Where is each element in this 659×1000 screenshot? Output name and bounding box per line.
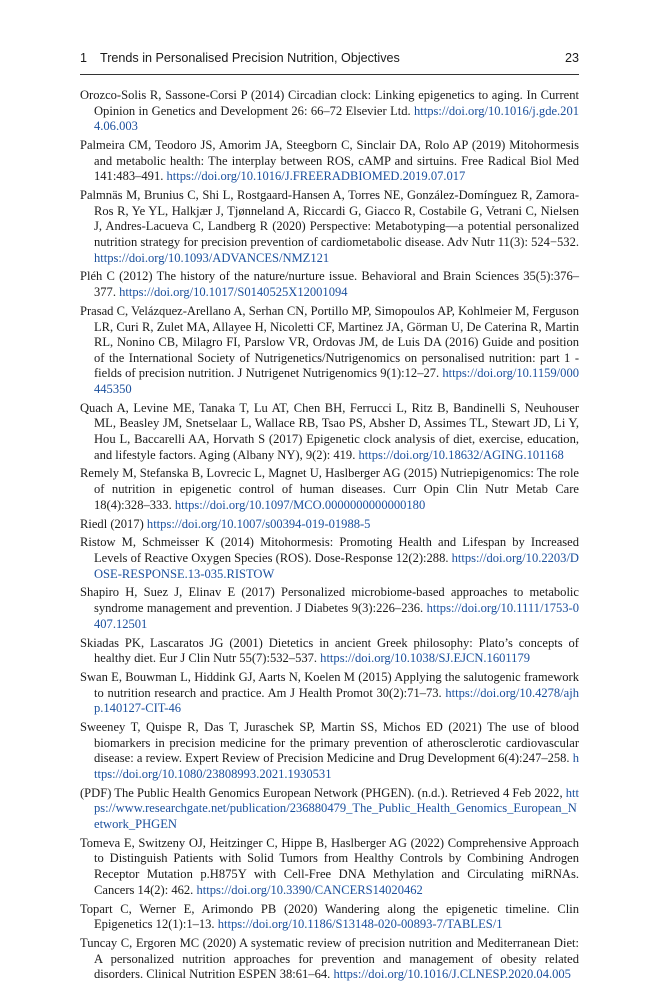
header-rule bbox=[80, 74, 579, 75]
reference-text: Quach A, Levine ME, Tanaka T, Lu AT, Chen BH, Ferrucci L, Ritz B, Bandinelli S, Neuhouser ML, Beasley JM, Snetselaar L, Wallace RB, Tsao PS, Absher D, Assimes TL, Stewart JD, Li Y, Hou L, Baccarelli AA, Horvath S (2017) Epigenetic clock analysis of diet, exercise, education, and lifestyle factors. Aging (Albany NY), 9(2): 419. bbox=[80, 400, 579, 462]
doi-link[interactable]: https://doi.org/10.1159/000445350 bbox=[94, 366, 579, 396]
reference-entry bbox=[80, 936, 579, 983]
reference-entry bbox=[80, 401, 579, 463]
reference-entry bbox=[80, 720, 579, 782]
reference-entry bbox=[80, 517, 579, 533]
reference-entry bbox=[80, 88, 579, 135]
reference-entry bbox=[80, 188, 579, 266]
doi-link[interactable]: https://doi.org/10.1016/j.gde.2014.06.003 bbox=[94, 103, 579, 134]
doi-link[interactable]: https://doi.org/10.1186/S13148-020-00893-7/TABLES/1 bbox=[217, 917, 503, 932]
doi-link[interactable]: https://doi.org/10.1038/SJ.EJCN.1601179 bbox=[320, 651, 531, 666]
reference-text: Tuncay C, Ergoren MC (2020) A systematic review of precision nutrition and Mediterranean Diet: A personalized nutrition approaches for prevention and management of obesity related disorders. Clinical Nutrition ESPEN 38:61–64. bbox=[80, 936, 579, 982]
reference-entry bbox=[80, 670, 579, 717]
reference-entry bbox=[80, 902, 579, 933]
reference-text: Orozco-Solis R, Sassone-Corsi P (2014) Circadian clock: Linking epigenetics to aging. In Current Opinion in Genetics and Development 26: 66–72 Elsevier Ltd. bbox=[80, 88, 579, 118]
doi-link[interactable]: https://doi.org/10.1093/ADVANCES/NMZ121 bbox=[94, 250, 330, 265]
doi-link[interactable]: https://www.researchgate.net/publication/236880479_The_Public_Health_Genomics_European_Network_PHGEN bbox=[94, 785, 579, 831]
reference-entry bbox=[80, 535, 579, 582]
reference-text: Sweeney T, Quispe R, Das T, Juraschek SP, Martin SS, Michos ED (2021) The use of blood biomarkers in precision medicine for the primary prevention of atherosclerotic cardiovascular disease: a review. Expert Review of Precision Medicine and Drug Development 6(4):247–258. bbox=[80, 720, 579, 766]
doi-link[interactable]: https://doi.org/10.1016/J.FREERADBIOMED.2019.07.017 bbox=[166, 169, 466, 184]
doi-link[interactable]: https://doi.org/10.4278/ajhp.140127-CIT-46 bbox=[94, 685, 579, 716]
doi-link[interactable]: https://doi.org/10.1080/23808993.2021.1930531 bbox=[94, 751, 579, 781]
reference-text: Topart C, Werner E, Arimondo PB (2020) Wandering along the epigenetic timeline. Clin Epigenetics 12(1):1–13. bbox=[80, 901, 579, 932]
reference-text: Skiadas PK, Lascaratos JG (2001) Dietetics in ancient Greek philosophy: Plato’s concepts of healthy diet. Eur J Clin Nutr 55(7):532–537. bbox=[80, 635, 579, 666]
reference-text: Palmnäs M, Brunius C, Shi L, Rostgaard-Hansen A, Torres NE, González-Domínguez R, Zamora-Ros R, Ye YL, Halkjær J, Tjønneland A, Riccardi G, Giacco R, Costabile G, Vetrani C, Nielsen J, Andres-Lacueva C, Landberg R (2020) Perspective: Metabotyping—a potential personalized nutrition strategy for precision prevention of cardiometabolic disease. Adv Nutr 11(3): 524−532. bbox=[80, 188, 579, 249]
doi-link[interactable]: https://doi.org/10.1097/MCO.0000000000000180 bbox=[174, 497, 426, 512]
reference-entry bbox=[80, 786, 579, 833]
reference-text: Swan E, Bouwman L, Hiddink GJ, Aarts N, Koelen M (2015) Applying the salutogenic framework to nutrition research and practice. Am J Health Promot 30(2):71–73. bbox=[80, 670, 579, 700]
reference-entry bbox=[80, 636, 579, 667]
reference-entry bbox=[80, 836, 579, 898]
doi-link[interactable]: https://doi.org/10.3390/CANCERS14020462 bbox=[196, 882, 423, 897]
reference-entry bbox=[80, 466, 579, 513]
doi-link[interactable]: https://doi.org/10.18632/AGING.101168 bbox=[358, 447, 564, 462]
reference-entry bbox=[80, 138, 579, 185]
reference-text: Ristow M, Schmeisser K (2014) Mitohormesis: Promoting Health and Lifespan by Increased Levels of Reactive Oxygen Species (ROS). Dose-Response 12(2):288. bbox=[80, 535, 579, 565]
doi-link[interactable]: https://doi.org/10.2203/DOSE-RESPONSE.13-035.RISTOW bbox=[94, 551, 579, 581]
reference-text: Pléh C (2012) The history of the nature/nurture issue. Behavioral and Brain Sciences 35(5):376–377. bbox=[80, 269, 579, 300]
reference-text: Remely M, Stefanska B, Lovrecic L, Magnet U, Haslberger AG (2015) Nutriepigenomics: The role of nutrition in epigenetic control of human diseases. Curr Opin Clin Nutr Metab Care 18(4):328–333. bbox=[80, 466, 579, 512]
reference-entry bbox=[80, 269, 579, 300]
reference-text: Palmeira CM, Teodoro JS, Amorim JA, Steegborn C, Sinclair DA, Rolo AP (2019) Mitohormesis and metabolic health: The interplay between ROS, cAMP and sirtuins. Free Radical Biol Med 141:483–491. bbox=[80, 138, 579, 184]
reference-list bbox=[80, 88, 579, 986]
running-head bbox=[80, 51, 579, 69]
doi-link[interactable]: https://doi.org/10.1016/J.CLNESP.2020.04.005 bbox=[333, 967, 571, 982]
reference-text: Shapiro H, Suez J, Elinav E (2017) Personalized microbiome-based approaches to metabolic syndrome management and prevention. J Diabetes 9(3):226–236. bbox=[80, 585, 579, 616]
reference-entry bbox=[80, 304, 579, 398]
chapter-number: 1 bbox=[80, 51, 88, 65]
doi-link[interactable]: https://doi.org/10.1111/1753-0407.12501 bbox=[94, 601, 579, 631]
chapter-title: Trends in Personalised Precision Nutrition, Objectives bbox=[100, 51, 400, 65]
doi-link[interactable]: https://doi.org/10.1007/s00394-019-01988-5 bbox=[146, 516, 371, 531]
reference-text: (PDF) The Public Health Genomics European Network (PHGEN). (n.d.). Retrieved 4 Feb 2022, bbox=[80, 785, 566, 800]
page-number: 23 bbox=[564, 51, 579, 65]
reference-text: Riedl (2017) bbox=[80, 516, 147, 531]
reference-text: Prasad C, Velázquez-Arellano A, Serhan CN, Portillo MP, Simopoulos AP, Kohlmeier M, Ferguson LR, Curi R, Zulet MA, Allayee H, Nicoletti CF, Martinez JA, Görman U, De Caterina R, Martin RL, Nonino CB, Milagro FI, Parslow VR, Ordovas JM, de Luis DA (2016) Guide and position of the International Society of Nutrigenetics/Nutrigenomics on personalised nutrition: part 1 - fields of precision nutrition. J Nutrigenet Nutrigenomics 9(1):12–27. bbox=[80, 303, 579, 381]
reference-text: Tomeva E, Switzeny OJ, Heitzinger C, Hippe B, Haslberger AG (2022) Comprehensive Approach to Distinguish Patients with Solid Tumors from Healthy Controls by Combining Androgen Receptor Mutation p.H875Y with Cell-Free DNA Methylation and Circulating miRNAs. Cancers 14(2): 462. bbox=[80, 835, 579, 897]
doi-link[interactable]: https://doi.org/10.1017/S0140525X12001094 bbox=[119, 285, 348, 300]
reference-entry bbox=[80, 585, 579, 632]
